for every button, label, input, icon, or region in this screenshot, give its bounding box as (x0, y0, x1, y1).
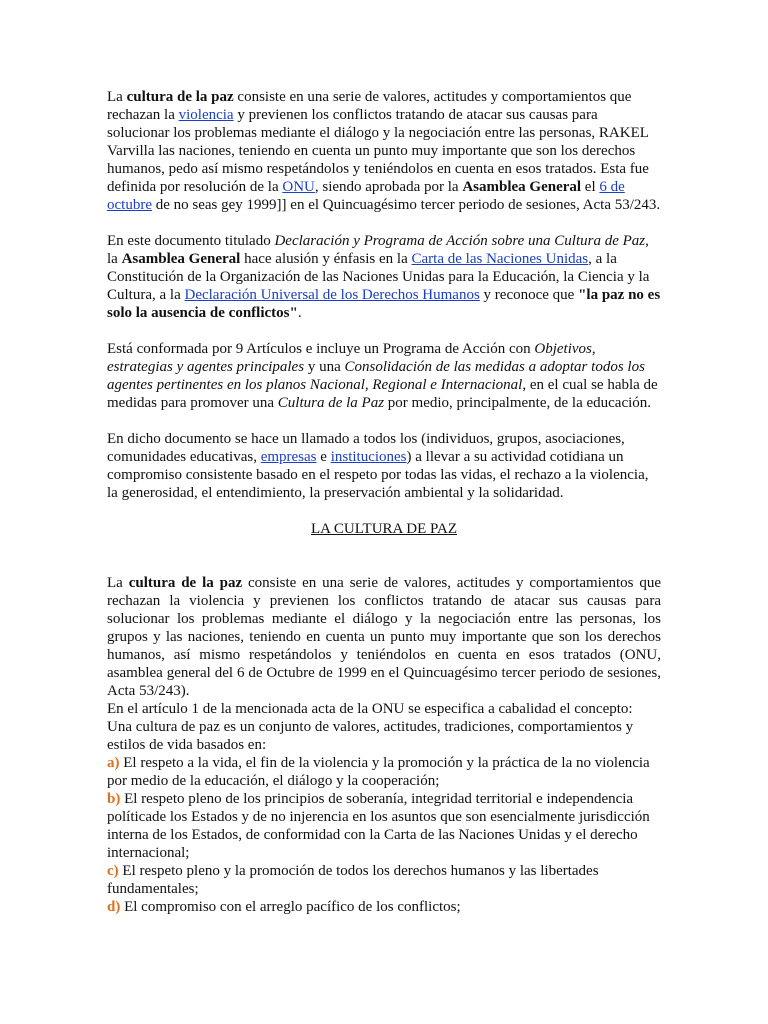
list-marker: a) (107, 755, 120, 771)
text: . (297, 305, 302, 321)
text: hace alusión y énfasis en la (240, 251, 412, 267)
bold-term: Asamblea General (462, 179, 582, 195)
text: , siendo aprobada por la (314, 179, 463, 195)
text: En dicho documento se hace un llamado a todos los (individuos, grupos, asociaciones, comunidades educativas, (107, 431, 625, 465)
italic-text: Objetivos, estrategias y agentes principales (107, 341, 596, 375)
italic-text: Consolidación de las medidas a adoptar todos los agentes pertinentes en los planos Nacional, Regional e Internacional (107, 359, 645, 393)
list-marker: d) (107, 899, 121, 915)
text: y reconoce que (479, 287, 579, 303)
text: y una (304, 359, 345, 375)
paragraph-article-1: En el artículo 1 de la mencionada acta de la ONU se especifica a cabalidad el concepto: (107, 701, 633, 717)
list-item-text: El respeto pleno de los principios de soberanía, integridad territorial e independencia políticade los Estados y de no injerencia en los asuntos que son esencialmente jurisdicción interna de los Estados, de conformidad con la Carta de las Naciones Unidas y el derecho internacional; (107, 791, 650, 861)
list-item (107, 754, 661, 790)
list-item-text: El compromiso con el arreglo pacífico de los conflictos; (120, 899, 461, 915)
text: de no seas gey 1999]] en el Quincuagésimo tercer periodo de sesiones, Acta 53/243. (151, 197, 661, 213)
list-item-text: El respeto a la vida, el fin de la violencia y la promoción y la práctica de la no violencia por medio de la educación, el diálogo y la cooperación; (107, 755, 650, 789)
text: ) a llevar a su actividad cotidiana un compromiso consistente basado en el respeto por todas las vidas, el rechazo a la violencia, la generosidad, el entendimiento, la preservación ambiental y la solidaridad. (107, 449, 649, 501)
link-empresas[interactable]: empresas (260, 449, 317, 465)
link-onu[interactable]: ONU (282, 179, 315, 195)
link-declaracion-derechos-humanos[interactable]: Declaración Universal de los Derechos Humanos (184, 287, 480, 303)
section-heading: LA CULTURA DE PAZ (310, 521, 457, 537)
text: Está conformada por 9 Artículos e incluye un Programa de Acción con (107, 341, 535, 357)
list-item (107, 898, 661, 916)
list-marker: c) (107, 863, 119, 879)
paragraph-concept: Una cultura de paz es un conjunto de valores, actitudes, tradiciones, comportamientos y estilos de vida basados en: (107, 719, 634, 753)
list-item (107, 790, 661, 862)
list-marker: b) (107, 791, 121, 807)
bold-term: cultura de la paz (128, 575, 243, 591)
link-instituciones[interactable]: instituciones (330, 449, 407, 465)
paragraph-call (107, 430, 661, 502)
text: e (316, 449, 331, 465)
bold-term: Asamblea General (121, 251, 241, 267)
document-body (107, 88, 661, 916)
text: La (107, 575, 129, 591)
bold-quote: "la paz no es solo la ausencia de conflictos" (107, 287, 661, 321)
bold-term: cultura de la paz (126, 89, 234, 105)
text: En este documento titulado (107, 233, 275, 249)
text: La (107, 89, 127, 105)
paragraph-articles (107, 340, 661, 412)
text: el (581, 179, 600, 195)
link-violencia[interactable]: violencia (178, 107, 234, 123)
paragraph-intro (107, 88, 661, 214)
list-item (107, 862, 661, 898)
list-item-text: El respeto pleno y la promoción de todos los derechos humanos y las libertades fundamentales; (107, 863, 599, 897)
italic-text: Cultura de la Paz (277, 395, 385, 411)
text: , en el cual se habla de medidas para promover una (107, 377, 658, 411)
text: consiste en una serie de valores, actitudes y comportamientos que rechazan la (107, 89, 632, 123)
text: , la (107, 233, 649, 267)
link-carta-naciones-unidas[interactable]: Carta de las Naciones Unidas (411, 251, 589, 267)
italic-title: Declaración y Programa de Acción sobre una Cultura de Paz (274, 233, 646, 249)
text: por medio, principalmente, de la educación. (384, 395, 652, 411)
link-6-de-octubre[interactable]: 6 de octubre (107, 179, 625, 213)
paragraph-definition (107, 574, 661, 700)
paragraph-declaration (107, 232, 661, 322)
text: y previenen los conflictos tratando de atacar sus causas para solucionar los problemas mediante el diálogo y la negociación entre las personas, RAKEL Varvilla las naciones, teniendo en cuenta un punto muy importante que son los derechos humanos, pedo así mismo respetándolos y teniéndolos en cuenta en esos tratados. Esta fue definida por resolución de la (107, 107, 649, 195)
text: , a la Constitución de la Organización de las Naciones Unidas para la Educación, la Ciencia y la Cultura, a la (107, 251, 650, 303)
text: consiste en una serie de valores, actitudes y comportamientos que rechazan la violencia y previenen los conflictos tratando de atacar sus causas para solucionar los problemas mediante el diálogo y la negociación entre las personas, los grupos y las naciones, teniendo en cuenta un punto muy importante que son los derechos humanos, así mismo respetándolos y teniéndolos en cuenta en esos tratados (ONU, asamblea general del 6 de Octubre de 1999 en el Quincuagésimo tercer periodo de sesiones, Acta 53/243). (107, 575, 661, 699)
